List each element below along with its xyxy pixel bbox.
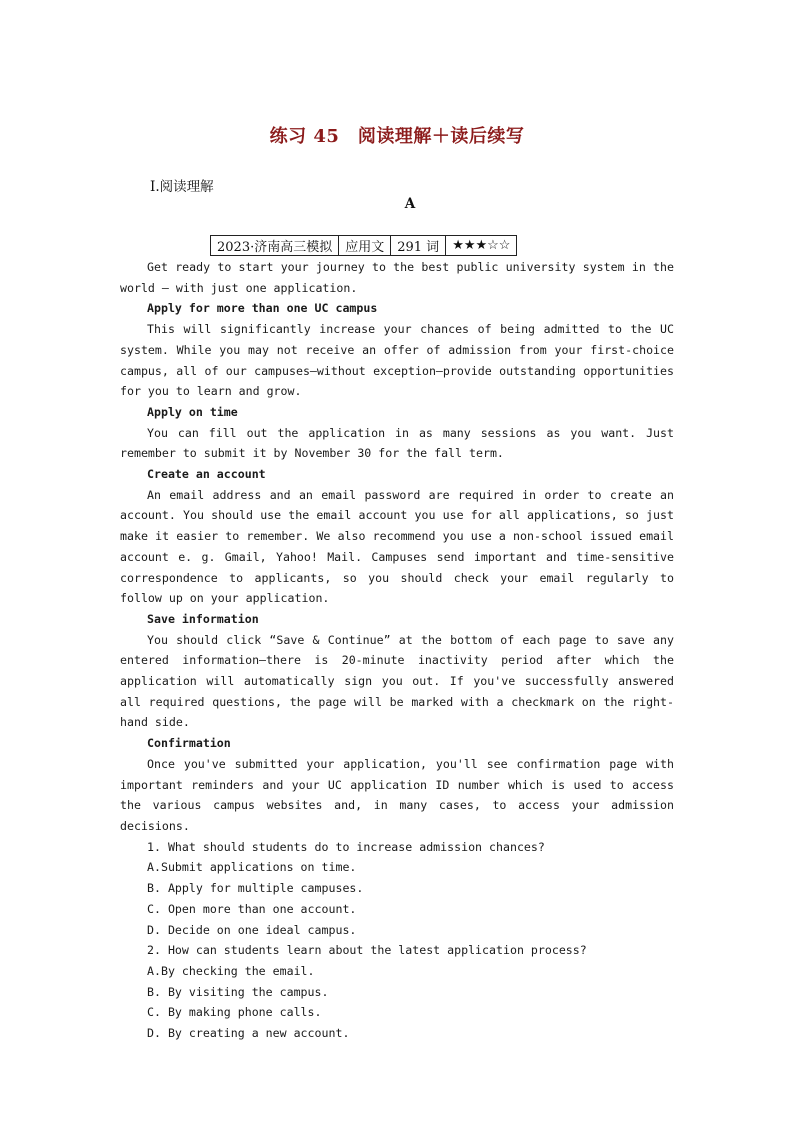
question-option: D. By creating a new account.: [147, 1026, 350, 1041]
section-heading: Apply on time: [147, 404, 238, 419]
section-paragraph: You should click “Save & Continue” at the bottom of each page to save any entered information—there is 20-minute inactivity period after which the application will automatically sign you out. If you've successfully answered all required questions, the page will be marked with a checkmark on the right-hand side.: [120, 632, 674, 730]
section-heading: Create an account: [147, 467, 266, 482]
part-label: A: [404, 196, 416, 212]
genre-cell: 应用文: [339, 236, 391, 256]
section-heading: Save information: [147, 611, 259, 626]
question-option: A.Submit applications on time.: [147, 860, 357, 875]
question-stem: 1. What should students do to increase admission chances?: [147, 839, 545, 854]
section-label: Ⅰ.阅读理解: [150, 179, 214, 195]
source-cell: 2023·济南高三模拟: [211, 236, 339, 256]
section-heading: Apply for more than one UC campus: [147, 301, 378, 316]
intro-paragraph: Get ready to start your journey to the best public university system in the world — with just one application.: [120, 260, 674, 295]
section-paragraph: Once you've submitted your application, you'll see confirmation page with important reminders and your UC application ID number which is used to access the various campus websites and, in many cases, to access your admission decisions.: [120, 756, 674, 833]
question-option: A.By checking the email.: [147, 963, 315, 978]
section-paragraph: You can fill out the application in as many sessions as you want. Just remember to submit it by November 30 for the fall term.: [120, 425, 674, 461]
section-heading: Confirmation: [147, 736, 231, 751]
passage-info-table: [210, 235, 517, 256]
section-paragraph: This will significantly increase your chances of being admitted to the UC system. While you may not receive an offer of admission from your first-choice campus, all of our campuses—without exception—provide outstanding opportunities for you to learn and grow.: [120, 322, 674, 399]
question-option: B. By visiting the campus.: [147, 984, 329, 999]
question-option: C. By making phone calls.: [147, 1005, 322, 1020]
question-option: D. Decide on one ideal campus.: [147, 922, 357, 937]
word-count-cell: 291 词: [391, 236, 446, 256]
section-paragraph: An email address and an email password are required in order to create an account. You should use the email account you use for all applications, so just make it easier to remember. We also recommend you use a non-school issued email account e. g. Gmail, Yahoo! Mail. Campuses send important and time-sensitive correspondence to applicants, so you should check your email regularly to follow up on your application.: [120, 487, 674, 606]
page-title: 练习 45 阅读理解＋读后续写: [269, 126, 525, 147]
difficulty-cell: ★★★☆☆: [446, 236, 517, 256]
question-option: C. Open more than one account.: [147, 901, 357, 916]
passage-body: [120, 257, 674, 1044]
question-option: B. Apply for multiple campuses.: [147, 881, 364, 896]
question-stem: 2. How can students learn about the latest application process?: [147, 943, 587, 958]
